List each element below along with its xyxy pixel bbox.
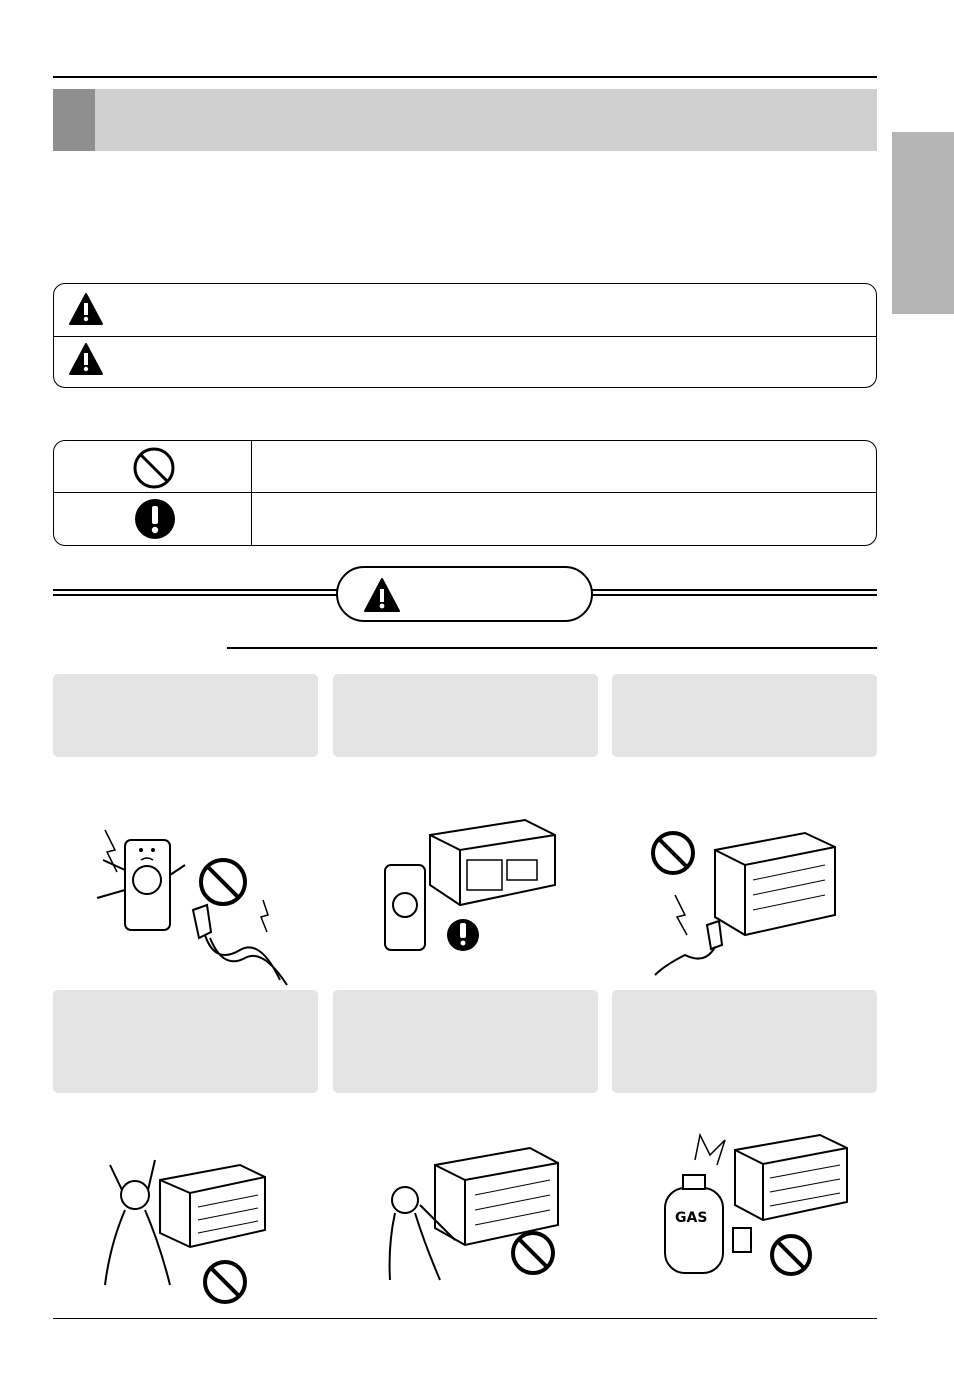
outlet-damaged-cord-illustration [75, 820, 305, 990]
signal-words-box [53, 283, 877, 388]
unit-damaged-plug-illustration [645, 825, 860, 980]
instruction-box-6 [612, 990, 877, 1093]
instruction-box-4 [53, 990, 318, 1093]
unit-with-outlet-illustration [375, 815, 565, 965]
warning-triangle-icon [363, 577, 401, 613]
caution-triangle-icon [68, 342, 104, 376]
instruction-box-1 [53, 674, 318, 757]
top-rule [53, 76, 877, 78]
person-pushing-unit-illustration [380, 1145, 580, 1290]
prohibition-icon [132, 446, 176, 490]
section-header-bar [53, 89, 877, 151]
mandatory-exclamation-icon [134, 498, 176, 540]
person-installing-unit-illustration [100, 1155, 275, 1310]
intro-text [53, 170, 877, 260]
signal-words-divider [54, 336, 876, 337]
instruction-box-3 [612, 674, 877, 757]
banner-line-right-bottom [591, 594, 877, 596]
side-tab [892, 132, 954, 314]
subheading-rule [227, 647, 877, 649]
symbols-row-divider [54, 492, 876, 493]
section-header-tab [53, 89, 95, 151]
warning-triangle-icon [68, 292, 104, 326]
bottom-rule [53, 1318, 877, 1319]
instruction-box-2 [333, 674, 598, 757]
banner-line-right-top [591, 589, 877, 591]
symbols-col-divider [251, 441, 252, 545]
gas-cylinder-near-unit-illustration [655, 1130, 865, 1280]
symbols-box [53, 440, 877, 546]
instruction-box-5 [333, 990, 598, 1093]
banner-line-left-bottom [53, 594, 338, 596]
caution-banner [336, 566, 593, 622]
gas-label: GAS [675, 1210, 708, 1226]
banner-line-left-top [53, 589, 338, 591]
